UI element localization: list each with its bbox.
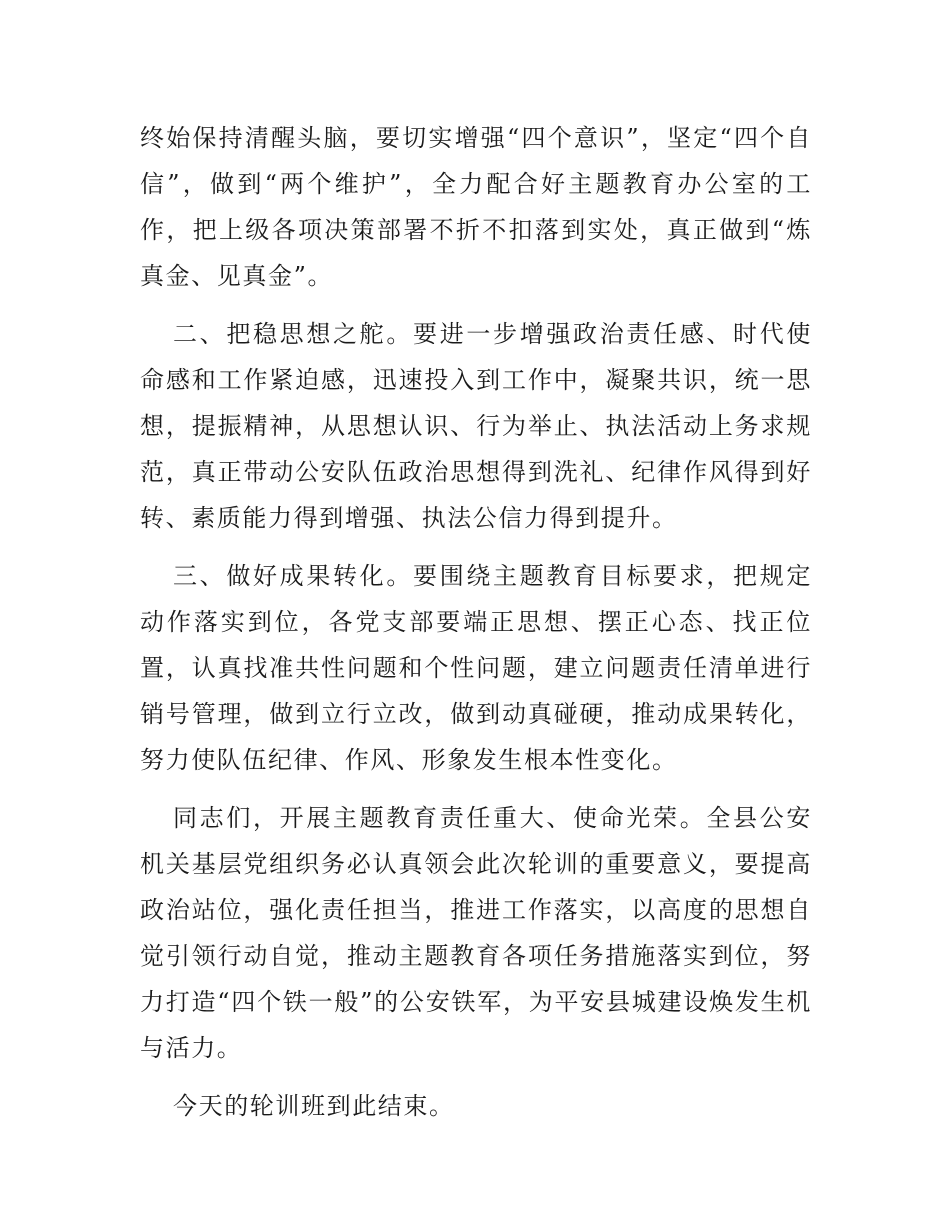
paragraph-section-three: 三、做好成果转化。要围绕主题教育目标要求，把规定动作落实到位，各党支部要端正思想、摆正心态、找正位置，认真找准共性问题和个性问题，建立问题责任清单进行销号管理，做到立行立改，做到动真碰硬，推动成果转化，努力使队伍纪律、作风、形象发生根本性变化。: [140, 562, 812, 774]
document-body: [140, 115, 812, 1141]
paragraph-continuation: 终始保持清醒头脑，要切实增强“四个意识”，坚定“四个自信”，做到“两个维护”，全力配合好主题教育办公室的工作，把上级各项决策部署不折不扣落到实处，真正做到“炼真金、见真金”。: [140, 124, 812, 290]
paragraph-closing-remarks: 同志们，开展主题教育责任重大、使命光荣。全县公安机关基层党组织务必认真领会此次轮训的重要意义，要提高政治站位，强化责任担当，推进工作落实，以高度的思想自觉引领行动自觉，推动主题教育各项任务措施落实到位，努力打造“四个铁一般”的公安铁军，为平安县城建设焕发生机与活力。: [140, 804, 812, 1062]
paragraph-section-two: 二、把稳思想之舵。要进一步增强政治责任感、时代使命感和工作紧迫感，迅速投入到工作中，凝聚共识，统一思想，提振精神，从思想认识、行为举止、执法活动上务求规范，真正带动公安队伍政治思想得到洗礼、纪律作风得到好转、素质能力得到增强、执法公信力得到提升。: [140, 320, 812, 532]
paragraph-final-line: 今天的轮训班到此结束。: [173, 1092, 455, 1120]
